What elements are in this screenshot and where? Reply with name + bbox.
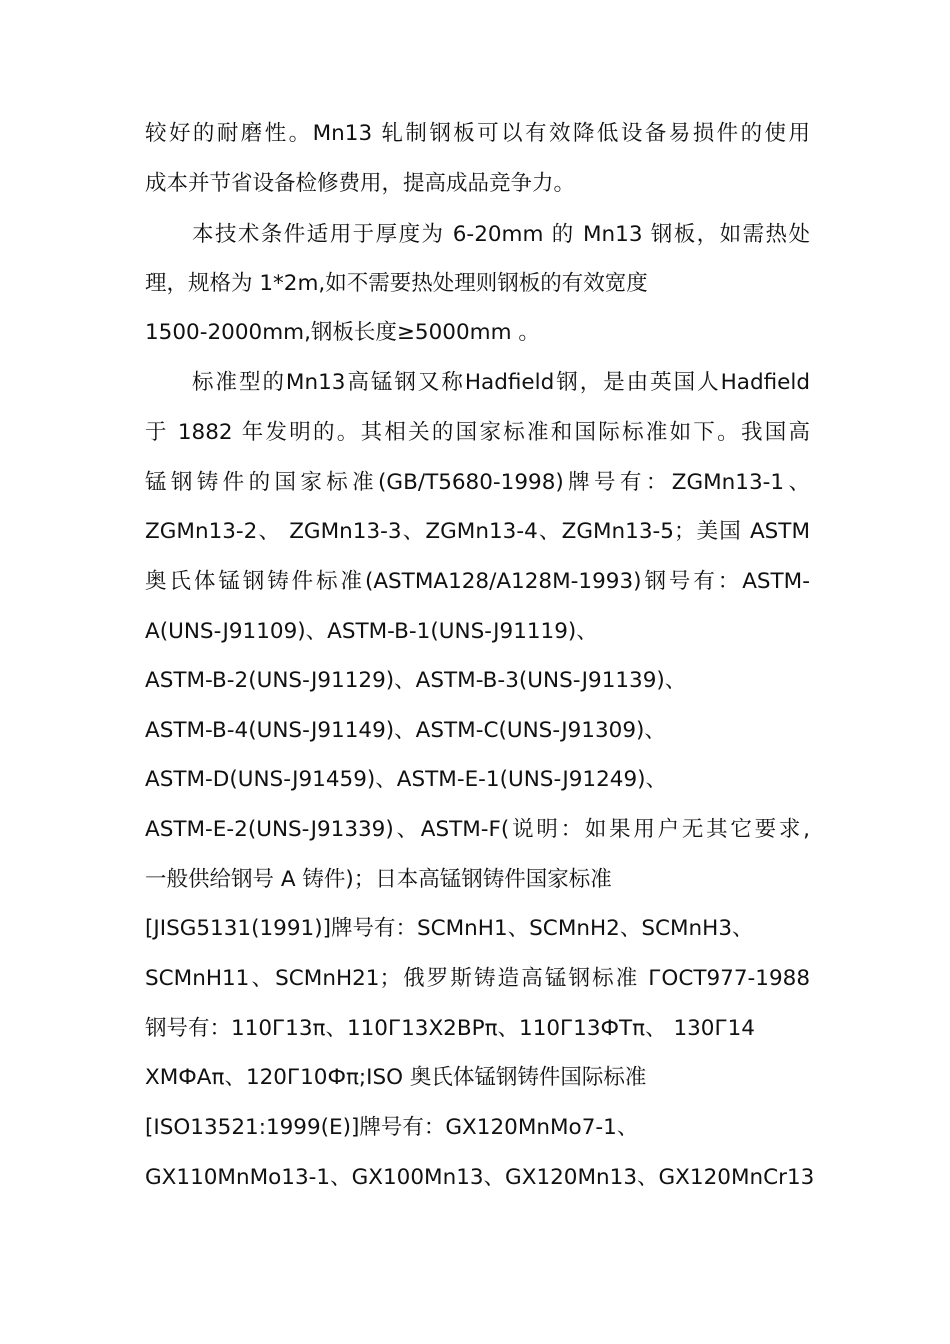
text-line-3: 本技术条件适用于厚度为 6-20mm 的 Mn13 钢板，如需热处	[192, 222, 810, 247]
text-line-22: GX110MnMo13-1、GX100Mn13、GX120Mn13、GX120MnCr13	[145, 1165, 815, 1190]
text-line-7: 于 1882 年发明的。其相关的国家标准和国际标准如下。我国高	[145, 420, 810, 445]
text-line-14: ASTM-D(UNS-J91459)、ASTM-E-1(UNS-J91249)、	[145, 767, 668, 792]
text-line-13: ASTM-B-4(UNS-J91149)、ASTM-C(UNS-J91309)、	[145, 718, 666, 743]
text-line-10: 奥氏体锰钢铸件标准(ASTMA128/A128M-1993)钢号有：ASTM-	[145, 569, 810, 594]
text-line-6: 标准型的Mn13高锰钢又称Hadfield钢，是由英国人Hadfield	[192, 370, 810, 395]
text-line-19: 钢号有：110Г13π、110Г13Х2ВРπ、110Г13ФТπ、 130Г14	[145, 1016, 755, 1041]
text-line-20: ХМФАπ、120Г10Фπ;ISO 奥氏体锰钢铸件国际标准	[145, 1065, 647, 1090]
text-line-4: 理，规格为 1*2m,如不需要热处理则钢板的有效宽度	[145, 271, 648, 296]
text-line-21: [ISO13521:1999(E)]牌号有：GX120MnMo7-1、	[145, 1115, 639, 1140]
text-line-17: [JISG5131(1991)]牌号有：SCMnH1、SCMnH2、SCMnH3、	[145, 916, 754, 941]
text-line-11: A(UNS-J91109)、ASTM-B-1(UNS-J91119)、	[145, 619, 598, 644]
text-line-1: 较好的耐磨性。Mn13 轧制钢板可以有效降低设备易损件的使用	[145, 121, 810, 146]
text-line-15: ASTM-E-2(UNS-J91339)、ASTM-F(说明：如果用户无其它要求,	[145, 817, 810, 842]
text-line-16: 一般供给钢号 A 铸件)；日本高锰钢铸件国家标准	[145, 867, 612, 892]
text-line-8: 锰钢铸件的国家标准(GB/T5680-1998)牌号有：ZGMn13-1、	[145, 470, 810, 495]
text-line-2: 成本并节省设备检修费用，提高成品竞争力。	[145, 171, 576, 196]
text-line-12: ASTM-B-2(UNS-J91129)、ASTM-B-3(UNS-J91139)、	[145, 668, 687, 693]
text-line-18: SCMnH11、SCMnH21；俄罗斯铸造高锰钢标准 ГОСТ977-1988	[145, 966, 810, 991]
text-line-9: ZGMn13-2、 ZGMn13-3、ZGMn13-4、ZGMn13-5；美国 ASTM	[145, 519, 810, 544]
text-line-5: 1500-2000mm,钢板长度≥5000mm 。	[145, 320, 540, 345]
